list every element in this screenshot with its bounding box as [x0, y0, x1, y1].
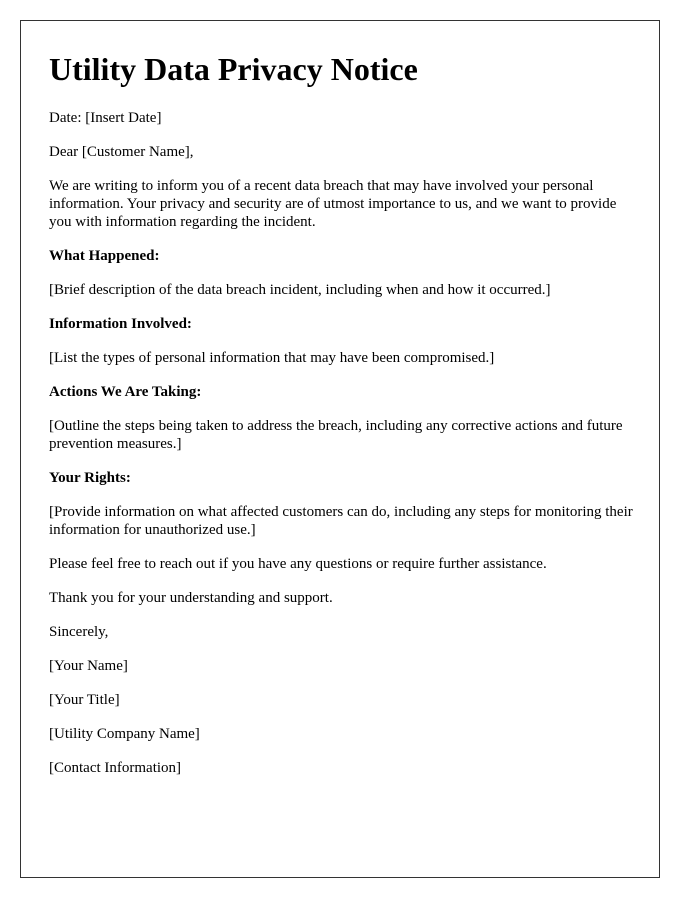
signature-contact: [Contact Information] — [49, 760, 182, 776]
thanks-line: Thank you for your understanding and support. — [49, 590, 333, 606]
closing-note: Please feel free to reach out if you have any questions or require further assistance. — [49, 556, 547, 572]
intro-paragraph: We are writing to inform you of a recent data breach that may have involved your personal information. Your privacy and security are of utmost importance to us, and we want to provide you with information regarding the incident. — [49, 178, 617, 230]
signature-title: [Your Title] — [49, 692, 120, 708]
section-body-your-rights: [Provide information on what affected customers can do, including any steps for monitoring their information for unauthorized use.] — [49, 504, 633, 538]
signature-name: [Your Name] — [49, 658, 128, 674]
section-heading-information-involved: Information Involved: — [49, 316, 192, 332]
section-body-actions: [Outline the steps being taken to address the breach, including any corrective actions and future prevention measures.] — [49, 418, 623, 452]
letter-page — [20, 20, 660, 878]
section-body-information-involved: [List the types of personal information that may have been compromised.] — [49, 350, 495, 366]
date-line: Date: [Insert Date] — [49, 110, 162, 126]
signature-company: [Utility Company Name] — [49, 726, 200, 742]
section-heading-your-rights: Your Rights: — [49, 470, 131, 486]
signoff: Sincerely, — [49, 624, 109, 640]
page-title: Utility Data Privacy Notice — [49, 51, 418, 87]
letter-content — [49, 51, 633, 793]
salutation: Dear [Customer Name], — [49, 144, 194, 160]
section-heading-actions: Actions We Are Taking: — [49, 384, 202, 400]
section-body-what-happened: [Brief description of the data breach incident, including when and how it occurred.] — [49, 282, 551, 298]
section-heading-what-happened: What Happened: — [49, 248, 160, 264]
